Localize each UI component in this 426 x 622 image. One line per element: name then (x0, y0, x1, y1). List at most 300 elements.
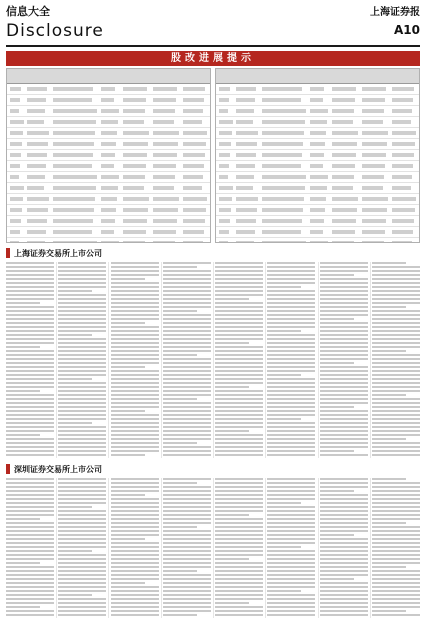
text-line-illegible (215, 490, 263, 492)
text-line-illegible (372, 574, 420, 576)
table-cell-illegible (392, 109, 412, 113)
table-cell-illegible (10, 186, 24, 190)
text-line-illegible (6, 534, 54, 536)
text-line-illegible (215, 294, 263, 296)
text-line-illegible (58, 406, 106, 408)
text-line-illegible (320, 602, 368, 604)
text-line-illegible (6, 434, 40, 436)
text-line-illegible (267, 522, 315, 524)
table-cell-illegible (236, 153, 256, 157)
text-line-illegible (58, 606, 106, 608)
text-line-illegible (215, 362, 263, 364)
text-line-illegible (163, 334, 211, 336)
status-table-right (215, 68, 420, 243)
text-line-illegible (215, 270, 263, 272)
table-cell-illegible (123, 153, 147, 157)
text-line-illegible (58, 514, 106, 516)
text-line-illegible (6, 542, 54, 544)
text-line-illegible (111, 566, 159, 568)
table-cell-illegible (310, 230, 323, 234)
text-line-illegible (163, 510, 211, 512)
text-line-illegible (215, 442, 263, 444)
table-cell-illegible (123, 186, 144, 190)
table-cell-illegible (262, 131, 304, 135)
table-cell-illegible (236, 197, 258, 201)
text-line-illegible (163, 406, 211, 408)
text-line-illegible (267, 502, 301, 504)
text-line-illegible (6, 394, 54, 396)
text-line-illegible (372, 402, 420, 404)
table-cell-illegible (10, 142, 22, 146)
text-line-illegible (372, 326, 420, 328)
text-line-illegible (163, 518, 211, 520)
text-line-illegible (215, 318, 263, 320)
text-line-illegible (372, 342, 420, 344)
text-line-illegible (6, 522, 54, 524)
text-line-illegible (267, 590, 301, 592)
text-line-illegible (215, 550, 263, 552)
text-line-illegible (111, 346, 159, 348)
text-line-illegible (215, 414, 263, 416)
text-line-illegible (215, 278, 263, 280)
text-line-illegible (6, 578, 54, 580)
text-line-illegible (320, 414, 368, 416)
text-line-illegible (6, 514, 54, 516)
table-cell-illegible (53, 153, 93, 157)
text-line-illegible (6, 310, 54, 312)
table-cell-illegible (236, 219, 256, 223)
text-line-illegible (163, 586, 211, 588)
text-line-illegible (111, 490, 159, 492)
column-separator (161, 262, 162, 458)
text-line-illegible (111, 578, 159, 580)
table-cell-illegible (123, 175, 145, 179)
table-row (7, 128, 210, 139)
text-line-illegible (111, 314, 159, 316)
text-line-illegible (267, 378, 315, 380)
text-line-illegible (58, 366, 106, 368)
table-cell-illegible (262, 109, 306, 113)
table-cell-illegible (53, 98, 92, 102)
table-row (7, 139, 210, 150)
text-line-illegible (320, 558, 368, 560)
section-heading-sse (6, 246, 144, 260)
text-line-illegible (6, 502, 54, 504)
text-line-illegible (372, 614, 420, 616)
text-line-illegible (215, 546, 263, 548)
text-line-illegible (163, 570, 197, 572)
text-line-illegible (111, 358, 159, 360)
table-cell-illegible (10, 164, 20, 168)
table-cell-illegible (10, 219, 21, 223)
text-line-illegible (58, 582, 106, 584)
text-line-illegible (6, 278, 54, 280)
table-row (216, 95, 419, 106)
text-line-illegible (111, 298, 159, 300)
text-line-illegible (6, 598, 54, 600)
text-line-illegible (267, 370, 315, 372)
table-cell-illegible (262, 87, 302, 91)
text-line-illegible (372, 534, 420, 536)
text-column-illegible (372, 262, 420, 458)
text-line-illegible (320, 562, 368, 564)
text-line-illegible (111, 354, 159, 356)
text-line-illegible (6, 526, 54, 528)
text-line-illegible (372, 394, 406, 396)
text-line-illegible (111, 446, 159, 448)
text-line-illegible (215, 506, 263, 508)
text-line-illegible (267, 274, 315, 276)
text-line-illegible (372, 370, 420, 372)
table-cell-illegible (332, 197, 358, 201)
table-cell-illegible (310, 175, 328, 179)
text-line-illegible (320, 454, 368, 456)
table-cell-illegible (123, 87, 147, 91)
table-cell-illegible (10, 98, 20, 102)
text-line-illegible (6, 442, 54, 444)
table-cell-illegible (53, 241, 97, 243)
text-line-illegible (215, 482, 263, 484)
table-cell-illegible (219, 109, 228, 113)
text-line-illegible (372, 266, 420, 268)
table-row (7, 194, 210, 205)
table-cell-illegible (332, 175, 354, 179)
text-line-illegible (58, 510, 106, 512)
text-line-illegible (111, 398, 159, 400)
status-table (6, 68, 420, 243)
table-cell-illegible (332, 153, 356, 157)
table-cell-illegible (10, 153, 21, 157)
text-line-illegible (215, 538, 263, 540)
text-line-illegible (163, 386, 211, 388)
text-line-illegible (163, 434, 211, 436)
text-line-illegible (58, 310, 106, 312)
text-line-illegible (372, 418, 420, 420)
text-line-illegible (111, 522, 159, 524)
table-cell-illegible (183, 153, 205, 157)
table-cell-illegible (101, 186, 118, 190)
text-line-illegible (215, 590, 263, 592)
text-line-illegible (215, 502, 263, 504)
text-line-illegible (6, 446, 54, 448)
text-line-illegible (6, 558, 54, 560)
table-cell-illegible (236, 87, 256, 91)
text-line-illegible (215, 302, 263, 304)
text-line-illegible (320, 590, 368, 592)
column-separator (213, 262, 214, 458)
text-line-illegible (58, 434, 106, 436)
text-line-illegible (111, 326, 159, 328)
text-line-illegible (320, 330, 368, 332)
text-line-illegible (267, 298, 315, 300)
text-line-illegible (6, 546, 54, 548)
text-line-illegible (215, 578, 263, 580)
text-line-illegible (6, 350, 54, 352)
table-row (7, 150, 210, 161)
text-line-illegible (58, 278, 106, 280)
text-line-illegible (372, 438, 406, 440)
table-cell-illegible (153, 131, 179, 135)
text-line-illegible (320, 282, 368, 284)
table-row (216, 216, 419, 227)
text-line-illegible (111, 322, 145, 324)
text-line-illegible (6, 322, 54, 324)
text-line-illegible (267, 398, 315, 400)
text-line-illegible (163, 538, 211, 540)
table-cell-illegible (392, 131, 416, 135)
text-line-illegible (6, 518, 40, 520)
text-line-illegible (372, 490, 420, 492)
text-line-illegible (372, 606, 420, 608)
text-line-illegible (163, 562, 211, 564)
text-line-illegible (372, 386, 420, 388)
text-line-illegible (58, 546, 106, 548)
text-line-illegible (6, 402, 54, 404)
table-cell-illegible (236, 208, 257, 212)
text-line-illegible (372, 542, 420, 544)
text-line-illegible (111, 310, 159, 312)
text-line-illegible (215, 366, 263, 368)
table-cell-illegible (153, 109, 175, 113)
table-row (216, 139, 419, 150)
text-line-illegible (320, 430, 368, 432)
text-line-illegible (111, 390, 159, 392)
text-line-illegible (6, 330, 54, 332)
text-line-illegible (163, 526, 197, 528)
text-line-illegible (267, 554, 315, 556)
text-line-illegible (58, 286, 106, 288)
text-line-illegible (372, 322, 420, 324)
text-line-illegible (111, 282, 159, 284)
text-line-illegible (58, 262, 106, 264)
table-cell-illegible (219, 230, 229, 234)
text-line-illegible (215, 526, 263, 528)
text-line-illegible (372, 410, 420, 412)
table-row (216, 150, 419, 161)
text-line-illegible (111, 498, 159, 500)
text-line-illegible (163, 362, 211, 364)
text-line-illegible (320, 522, 368, 524)
text-line-illegible (267, 410, 315, 412)
text-line-illegible (267, 306, 315, 308)
text-line-illegible (6, 606, 40, 608)
text-line-illegible (111, 614, 159, 616)
text-line-illegible (372, 502, 420, 504)
table-row (7, 95, 210, 106)
text-line-illegible (267, 362, 315, 364)
text-line-illegible (267, 534, 315, 536)
text-line-illegible (111, 598, 159, 600)
table-cell-illegible (183, 186, 202, 190)
table-cell-illegible (183, 142, 206, 146)
table-cell-illegible (236, 131, 258, 135)
text-line-illegible (320, 514, 368, 516)
text-line-illegible (163, 446, 211, 448)
text-line-illegible (320, 318, 354, 320)
table-cell-illegible (262, 241, 306, 243)
text-line-illegible (163, 306, 211, 308)
text-line-illegible (320, 266, 368, 268)
text-line-illegible (58, 314, 106, 316)
table-cell-illegible (219, 241, 228, 243)
text-line-illegible (163, 270, 211, 272)
text-line-illegible (6, 382, 54, 384)
table-cell-illegible (219, 197, 232, 201)
text-line-illegible (6, 298, 54, 300)
table-cell-illegible (153, 197, 179, 201)
table-cell-illegible (53, 175, 97, 179)
text-line-illegible (267, 546, 301, 548)
text-line-illegible (58, 302, 106, 304)
text-line-illegible (163, 610, 211, 612)
table-cell-illegible (101, 98, 114, 102)
table-cell-illegible (153, 153, 177, 157)
text-line-illegible (111, 606, 159, 608)
text-line-illegible (163, 558, 211, 560)
text-line-illegible (215, 522, 263, 524)
text-line-illegible (6, 418, 54, 420)
text-line-illegible (6, 498, 54, 500)
text-line-illegible (58, 486, 106, 488)
text-line-illegible (372, 526, 420, 528)
text-line-illegible (320, 370, 368, 372)
text-line-illegible (372, 546, 420, 548)
text-line-illegible (58, 326, 106, 328)
text-line-illegible (215, 566, 263, 568)
text-line-illegible (372, 594, 420, 596)
text-line-illegible (267, 318, 315, 320)
text-line-illegible (320, 422, 368, 424)
text-line-illegible (163, 398, 197, 400)
masthead-paper-name: 上海证券报 (370, 7, 420, 18)
text-line-illegible (320, 410, 368, 412)
text-line-illegible (267, 422, 315, 424)
table-cell-illegible (332, 186, 353, 190)
table-cell-illegible (153, 120, 174, 124)
text-line-illegible (163, 450, 211, 452)
table-cell-illegible (123, 98, 146, 102)
text-line-illegible (215, 418, 263, 420)
text-line-illegible (320, 566, 368, 568)
text-line-illegible (6, 286, 54, 288)
table-cell-illegible (219, 186, 233, 190)
text-line-illegible (163, 574, 211, 576)
table-cell-illegible (53, 219, 93, 223)
text-line-illegible (267, 450, 315, 452)
text-line-illegible (58, 298, 106, 300)
table-cell-illegible (236, 98, 255, 102)
table-cell-illegible (153, 208, 178, 212)
text-line-illegible (111, 586, 159, 588)
table-cell-illegible (362, 164, 385, 168)
text-line-illegible (111, 342, 159, 344)
text-line-illegible (267, 414, 315, 416)
text-column-illegible (6, 262, 54, 458)
text-line-illegible (6, 506, 54, 508)
text-line-illegible (111, 610, 159, 612)
masthead (6, 5, 420, 47)
table-cell-illegible (310, 98, 323, 102)
table-cell-illegible (27, 241, 45, 243)
table-cell-illegible (53, 230, 92, 234)
text-line-illegible (58, 370, 106, 372)
table-cell-illegible (10, 241, 19, 243)
text-line-illegible (163, 262, 211, 264)
table-row (7, 106, 210, 117)
text-line-illegible (6, 358, 54, 360)
text-line-illegible (320, 510, 368, 512)
text-line-illegible (267, 386, 315, 388)
text-line-illegible (267, 494, 315, 496)
status-table-header (7, 69, 210, 84)
text-line-illegible (372, 426, 420, 428)
table-cell-illegible (183, 208, 206, 212)
text-line-illegible (58, 318, 106, 320)
text-line-illegible (163, 498, 211, 500)
table-cell-illegible (362, 142, 387, 146)
text-line-illegible (320, 290, 368, 292)
text-line-illegible (163, 430, 211, 432)
text-line-illegible (163, 278, 211, 280)
table-cell-illegible (101, 164, 114, 168)
text-line-illegible (58, 334, 92, 336)
text-line-illegible (58, 594, 92, 596)
text-line-illegible (58, 422, 92, 424)
table-cell-illegible (262, 186, 305, 190)
table-cell-illegible (392, 120, 411, 124)
text-line-illegible (6, 574, 54, 576)
text-line-illegible (320, 482, 368, 484)
text-line-illegible (6, 262, 54, 264)
text-line-illegible (111, 318, 159, 320)
text-line-illegible (58, 282, 106, 284)
text-line-illegible (111, 374, 159, 376)
text-line-illegible (372, 282, 420, 284)
table-cell-illegible (183, 131, 207, 135)
text-line-illegible (372, 270, 420, 272)
text-line-illegible (163, 598, 211, 600)
text-line-illegible (372, 530, 420, 532)
table-cell-illegible (183, 175, 203, 179)
text-line-illegible (58, 402, 106, 404)
table-cell-illegible (123, 142, 148, 146)
text-line-illegible (6, 550, 54, 552)
text-line-illegible (320, 490, 354, 492)
table-cell-illegible (219, 208, 231, 212)
table-row (216, 172, 419, 183)
text-line-illegible (372, 286, 420, 288)
text-line-illegible (111, 306, 159, 308)
table-cell-illegible (310, 208, 325, 212)
text-line-illegible (6, 318, 54, 320)
table-cell-illegible (362, 131, 388, 135)
table-cell-illegible (153, 142, 178, 146)
text-column-illegible (163, 478, 211, 618)
text-line-illegible (163, 478, 211, 480)
text-line-illegible (58, 270, 106, 272)
text-line-illegible (267, 338, 315, 340)
text-line-illegible (267, 390, 315, 392)
text-line-illegible (267, 442, 315, 444)
text-line-illegible (58, 378, 92, 380)
text-line-illegible (372, 570, 420, 572)
table-cell-illegible (53, 164, 92, 168)
text-line-illegible (320, 538, 368, 540)
table-cell-illegible (153, 87, 177, 91)
text-line-illegible (111, 594, 159, 596)
text-line-illegible (163, 286, 211, 288)
text-line-illegible (58, 518, 106, 520)
